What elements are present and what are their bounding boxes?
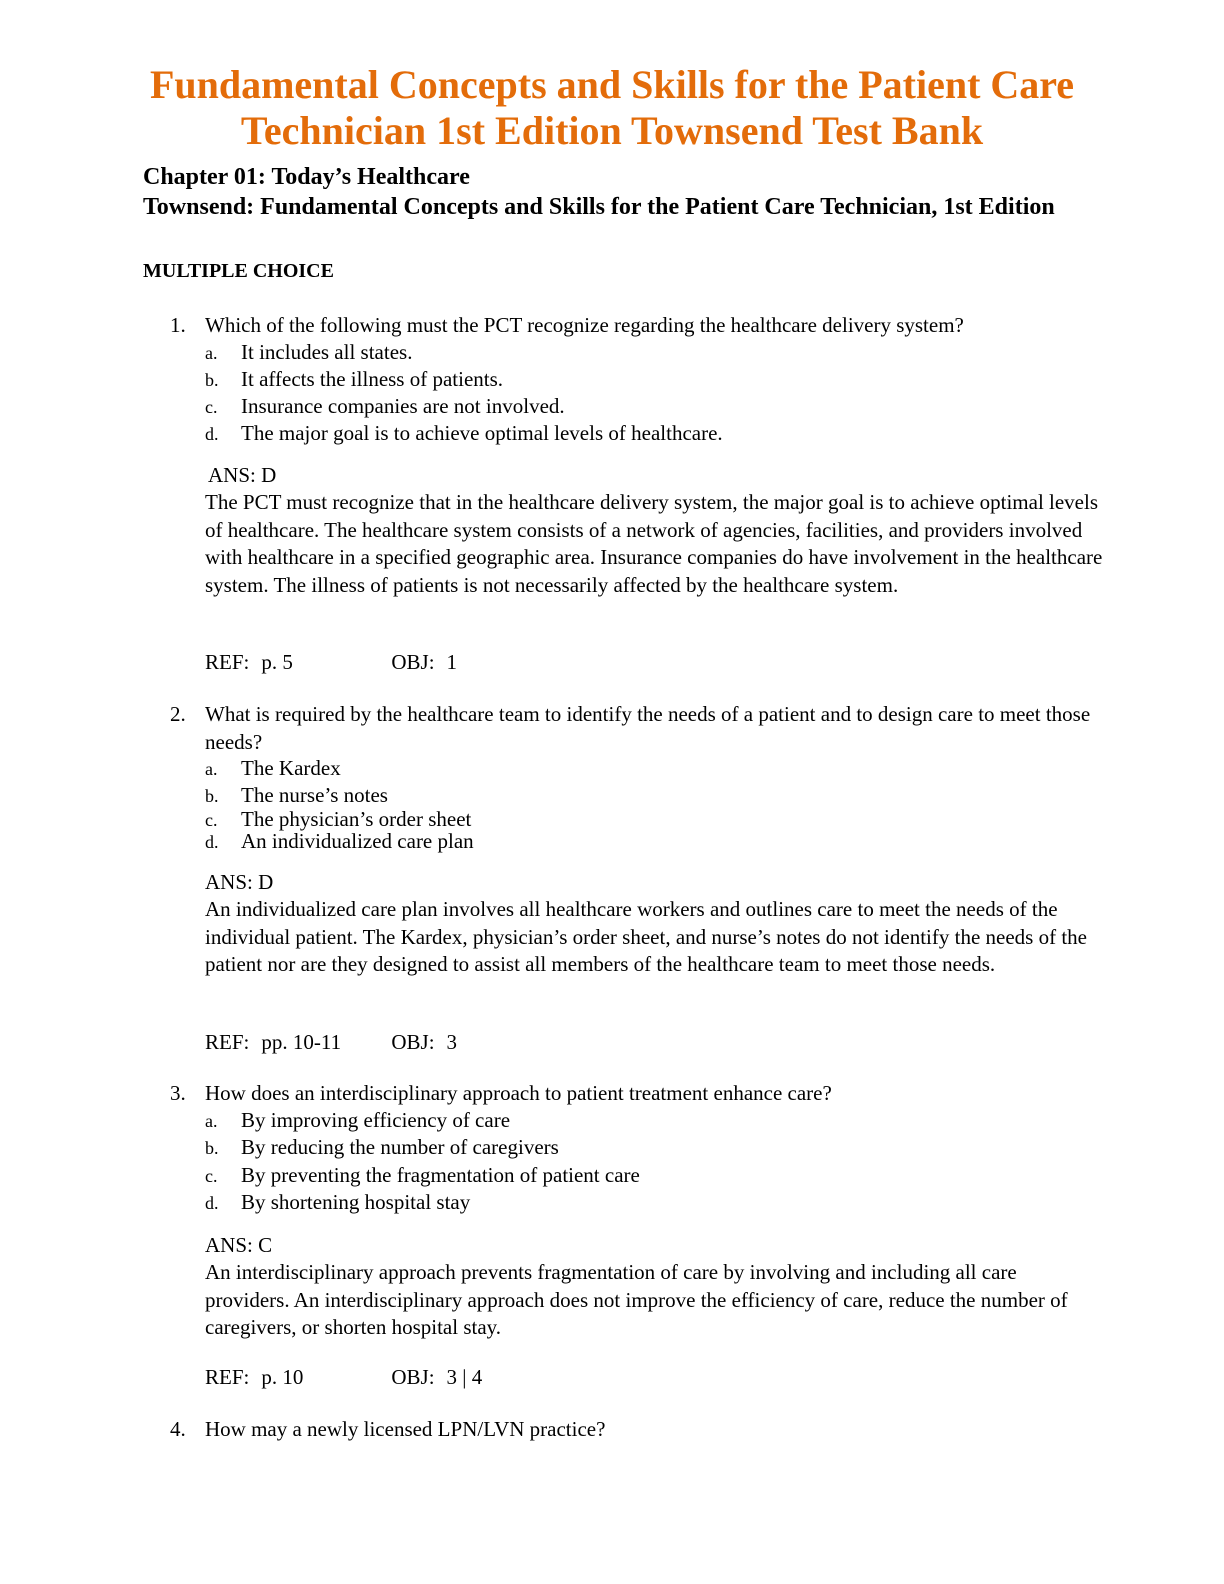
ref-label: REF:: [205, 1030, 250, 1054]
document-title: [100, 62, 1124, 154]
option-letter: d.: [205, 832, 219, 852]
obj-label: OBJ:: [391, 1030, 435, 1054]
answer: ANS: D: [205, 870, 274, 894]
answer: ANS: C: [205, 1233, 273, 1257]
option-letter: b.: [205, 786, 219, 806]
option-letter: b.: [205, 370, 219, 390]
option-letter: d.: [205, 424, 219, 444]
option-d: [205, 1189, 470, 1217]
obj-label: OBJ:: [391, 650, 435, 674]
option-text: The physician’s order sheet: [241, 807, 472, 831]
book-title: Townsend: Fundamental Concepts and Skills for the Patient Care Technician, 1st Edition: [143, 194, 1055, 220]
option-c: [205, 393, 565, 421]
obj-value: 1: [446, 650, 458, 674]
option-a: [205, 1107, 510, 1135]
obj-label: OBJ:: [391, 1365, 435, 1389]
option-b: [205, 1134, 559, 1162]
option-a: [205, 755, 341, 783]
rationale: The PCT must recognize that in the healthcare delivery system, the major goal is to achieve optimal levels of healthcare. The healthcare system consists of a network of agencies, facilities, and providers involved with healthcare in a specified geographic area. Insurance companies do have involvement in the healthcare system. The illness of patients is not necessarily affected by the healthcare system.: [205, 490, 1103, 597]
option-letter: c.: [205, 810, 218, 830]
ref-value: p. 5: [261, 650, 293, 674]
option-text: Insurance companies are not involved.: [241, 394, 565, 418]
option-letter: c.: [205, 397, 218, 417]
option-text: By preventing the fragmentation of patient care: [241, 1163, 640, 1187]
chapter-heading: [143, 162, 1103, 222]
reference-line: [205, 1029, 457, 1056]
question-number: 2.: [170, 702, 186, 726]
obj-value: 3 | 4: [446, 1365, 483, 1389]
obj-value: 3: [446, 1030, 458, 1054]
option-text: It includes all states.: [241, 340, 413, 364]
question-text: What is required by the healthcare team to identify the needs of a patient and to design care to meet those needs?: [205, 702, 1091, 754]
option-text: An individualized care plan: [241, 829, 474, 853]
option-text: The nurse’s notes: [241, 783, 388, 807]
option-b: [205, 366, 503, 394]
option-d: [205, 828, 474, 856]
option-text: By shortening hospital stay: [241, 1190, 471, 1214]
option-text: By reducing the number of caregivers: [241, 1135, 559, 1159]
answer: ANS: D: [208, 463, 277, 487]
title-line-1: Fundamental Concepts and Skills for the Patient Care: [149, 62, 1075, 107]
reference-line: [205, 1364, 482, 1391]
question-number: 1.: [170, 313, 186, 337]
option-letter: a.: [205, 1111, 218, 1131]
ref-value: p. 10: [261, 1365, 304, 1389]
option-letter: d.: [205, 1193, 219, 1213]
question-number: 4.: [170, 1417, 186, 1441]
option-text: The major goal is to achieve optimal levels of healthcare.: [241, 421, 723, 445]
option-text: The Kardex: [241, 756, 341, 780]
question-text: Which of the following must the PCT recognize regarding the healthcare delivery system?: [205, 313, 964, 337]
reference-line: [205, 649, 457, 676]
question-text: How does an interdisciplinary approach to patient treatment enhance care?: [205, 1081, 832, 1105]
rationale: An individualized care plan involves all healthcare workers and outlines care to meet the needs of the individual patient. The Kardex, physician’s order sheet, and nurse’s notes do not identify the needs of the patient nor are they designed to assist all members of the healthcare team to meet those needs.: [205, 897, 1087, 976]
option-letter: b.: [205, 1138, 219, 1158]
question-text: How may a newly licensed LPN/LVN practice?: [205, 1417, 606, 1441]
option-c: [205, 1162, 640, 1190]
option-letter: a.: [205, 759, 218, 779]
ref-label: REF:: [205, 1365, 250, 1389]
option-text: It affects the illness of patients.: [241, 367, 504, 391]
option-text: By improving efficiency of care: [241, 1108, 511, 1132]
section-heading: MULTIPLE CHOICE: [143, 260, 334, 282]
ref-label: REF:: [205, 650, 250, 674]
option-a: [205, 339, 412, 367]
ref-value: pp. 10-11: [261, 1030, 342, 1054]
option-d: [205, 420, 723, 448]
option-letter: c.: [205, 1166, 218, 1186]
question-number: 3.: [170, 1081, 186, 1105]
chapter-title: Chapter 01: Today’s Healthcare: [143, 164, 470, 190]
rationale: An interdisciplinary approach prevents fragmentation of care by involving and including all care providers. An interdisciplinary approach does not improve the efficiency of care, reduce the number of caregivers, or shorten hospital stay.: [205, 1260, 1068, 1339]
title-line-2: Technician 1st Edition Townsend Test Bank: [240, 108, 984, 153]
option-letter: a.: [205, 343, 218, 363]
